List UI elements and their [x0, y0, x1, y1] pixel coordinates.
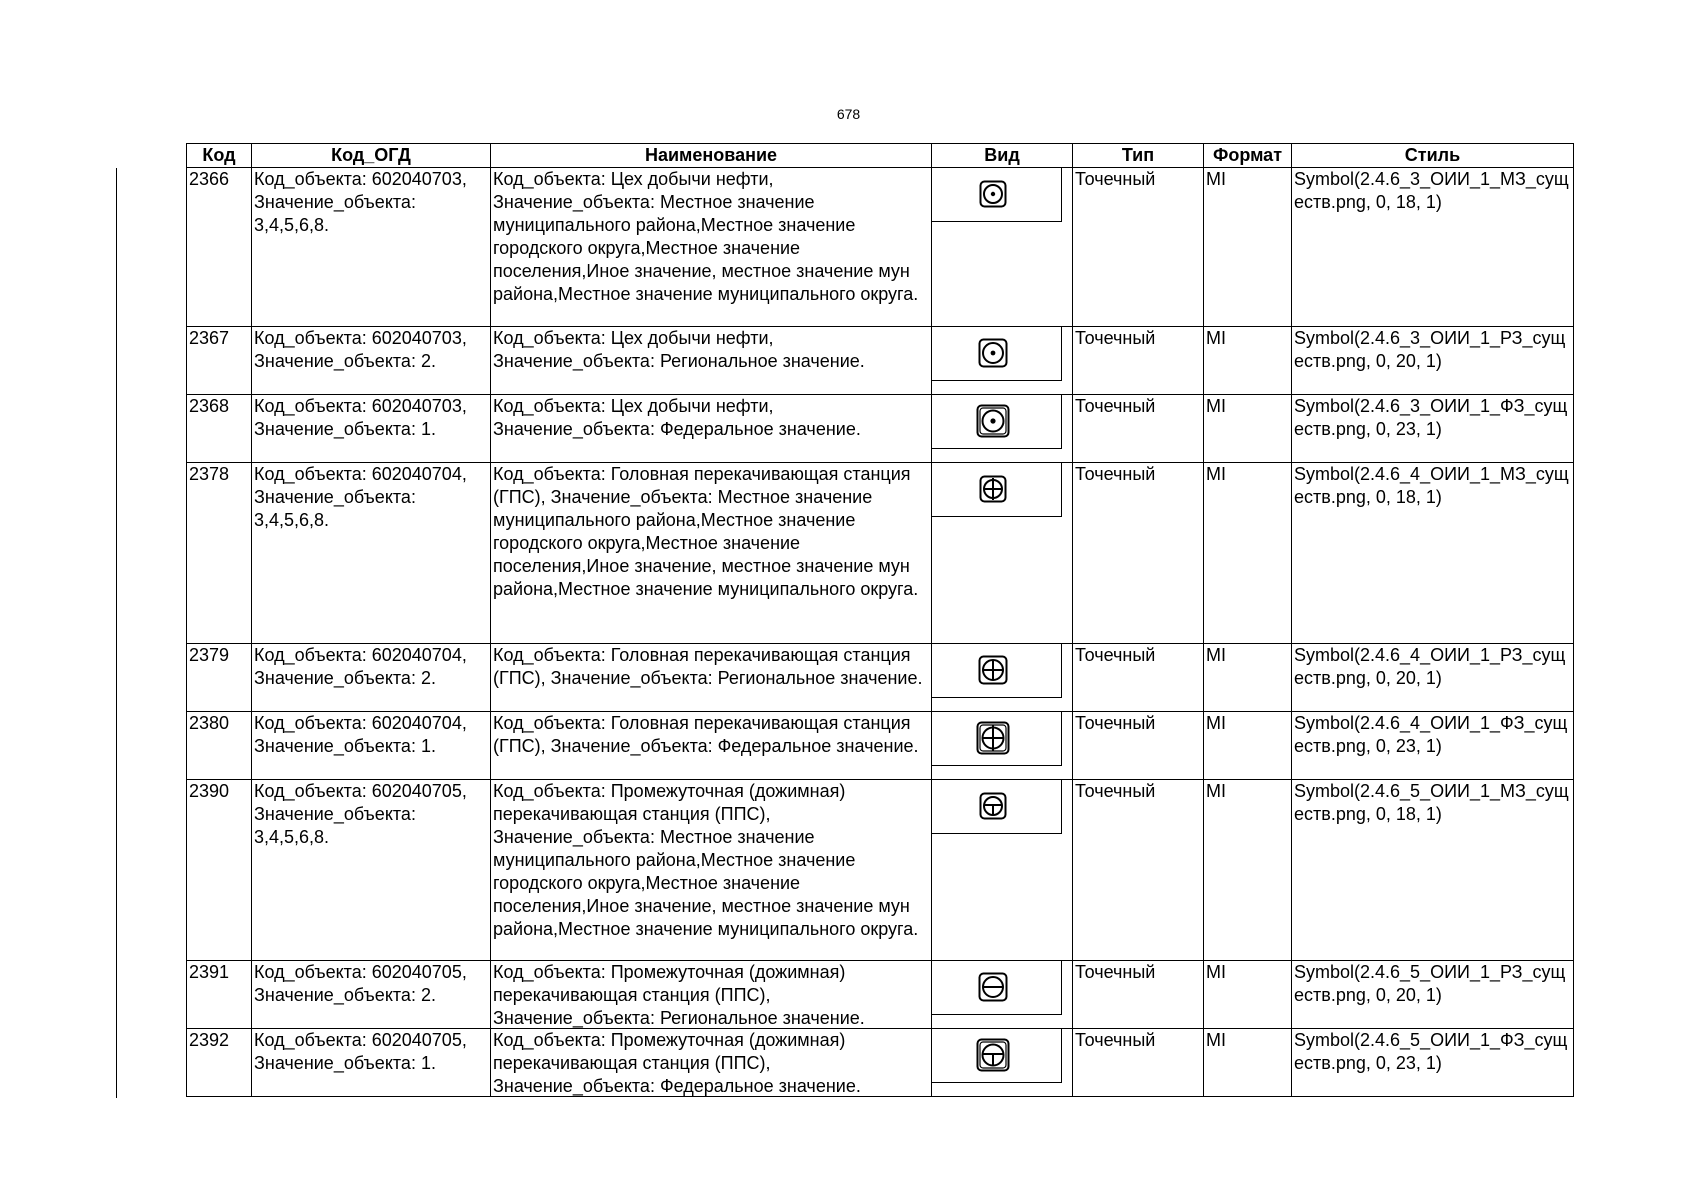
cell-format: MI: [1204, 780, 1292, 961]
cell-name: [491, 780, 932, 961]
table-row: [187, 644, 1574, 712]
header-name: Наименование: [491, 144, 932, 168]
symbol-frame: [932, 961, 1062, 1015]
table-row: [187, 1029, 1574, 1097]
cell-name-text: Код_объекта: Промежуточная (дожимная) перекачивающая станция (ППС), Значение_объекта: Региональное значение.: [493, 962, 865, 1028]
symbol-frame: [932, 395, 1062, 449]
circle-cross-icon: [978, 655, 1008, 685]
cell-kod: 2368: [187, 395, 252, 463]
cell-kod: 2380: [187, 712, 252, 780]
cell-vid: [932, 327, 1073, 395]
cell-tip: Точечный: [1073, 712, 1204, 780]
cell-style: Symbol(2.4.6_4_ОИИ_1_МЗ_существ.png, 0, 18, 1): [1292, 463, 1574, 644]
cell-name-text: Код_объекта: Промежуточная (дожимная) перекачивающая станция (ППС), Значение_объекта: Федеральное значение.: [493, 1030, 861, 1096]
circle-dot-icon: [979, 180, 1007, 208]
header-kod: Код: [187, 144, 252, 168]
cell-tip: Точечный: [1073, 463, 1204, 644]
symbol-frame: [932, 327, 1062, 381]
header-vid: Вид: [932, 144, 1073, 168]
cell-kod: 2392: [187, 1029, 252, 1097]
table-row: [187, 395, 1574, 463]
cell-name: [491, 961, 932, 1029]
cell-format: MI: [1204, 463, 1292, 644]
cell-kod: 2366: [187, 168, 252, 327]
table-row: [187, 327, 1574, 395]
cell-style: Symbol(2.4.6_3_ОИИ_1_ФЗ_существ.png, 0, 23, 1): [1292, 395, 1574, 463]
cell-tip: Точечный: [1073, 1029, 1204, 1097]
cell-name-text: Код_объекта: Цех добычи нефти, Значение_объекта: Местное значение муниципального района,Местное значение городского округа,Местное значение поселения,Иное значение, местное значение мун района,Местное значение муниципального округа.: [493, 169, 919, 304]
header-style: Стиль: [1292, 144, 1574, 168]
cell-name: [491, 644, 932, 712]
symbol-frame: [932, 644, 1062, 698]
circle-cross-icon: [979, 475, 1007, 503]
cell-kod-ogd: Код_объекта: 602040703, Значение_объекта: 1.: [252, 395, 491, 463]
cell-style: Symbol(2.4.6_4_ОИИ_1_ФЗ_существ.png, 0, 23, 1): [1292, 712, 1574, 780]
cell-name: [491, 168, 932, 327]
cell-tip: Точечный: [1073, 644, 1204, 712]
circle-bar-icon: [976, 1038, 1010, 1072]
cell-vid: [932, 961, 1073, 1029]
cell-style: Symbol(2.4.6_5_ОИИ_1_ФЗ_существ.png, 0, 23, 1): [1292, 1029, 1574, 1097]
cell-tip: Точечный: [1073, 168, 1204, 327]
cell-kod-ogd: Код_объекта: 602040704, Значение_объекта: 2.: [252, 644, 491, 712]
cell-format: MI: [1204, 961, 1292, 1029]
cell-name-text: Код_объекта: Головная перекачивающая станция (ГПС), Значение_объекта: Местное значение муниципального района,Местное значение городского округа,Местное значение поселения,Иное значение, местное значение мун района,Местное значение муниципального округа.: [493, 464, 919, 599]
table-row: [187, 168, 1574, 327]
cell-name: Код_объекта: Цех добычи нефти, Значение_объекта: Региональное значение.: [491, 327, 932, 395]
cell-vid: [932, 712, 1073, 780]
circle-bar-icon: [978, 972, 1008, 1002]
cell-tip: Точечный: [1073, 961, 1204, 1029]
cell-tip: Точечный: [1073, 327, 1204, 395]
cell-kod: 2367: [187, 327, 252, 395]
cell-style: Symbol(2.4.6_3_ОИИ_1_РЗ_существ.png, 0, 20, 1): [1292, 327, 1574, 395]
cell-kod-ogd: Код_объекта: 602040704, Значение_объекта: 1.: [252, 712, 491, 780]
cell-vid: [932, 395, 1073, 463]
cell-vid: [932, 463, 1073, 644]
cell-vid: [932, 168, 1073, 327]
symbol-frame: [932, 712, 1062, 766]
cell-kod: 2378: [187, 463, 252, 644]
cell-kod-ogd: Код_объекта: 602040705, Значение_объекта: 1.: [252, 1029, 491, 1097]
header-tip: Тип: [1073, 144, 1204, 168]
cell-format: MI: [1204, 712, 1292, 780]
table-row: [187, 463, 1574, 644]
symbols-table: [186, 143, 1574, 1097]
cell-kod-ogd: Код_объекта: 602040703, Значение_объекта: 2.: [252, 327, 491, 395]
table-header-row: [187, 144, 1574, 168]
cell-style: Symbol(2.4.6_5_ОИИ_1_РЗ_существ.png, 0, 20, 1): [1292, 961, 1574, 1029]
cell-name: Код_объекта: Цех добычи нефти, Значение_объекта: Федеральное значение.: [491, 395, 932, 463]
cell-format: MI: [1204, 168, 1292, 327]
cell-vid: [932, 644, 1073, 712]
cell-format: MI: [1204, 1029, 1292, 1097]
circle-dot-icon: [978, 338, 1008, 368]
symbol-frame: [932, 1029, 1062, 1083]
cell-vid: [932, 780, 1073, 961]
cell-name: [491, 1029, 932, 1097]
header-kod-ogd: Код_ОГД: [252, 144, 491, 168]
cell-kod: 2379: [187, 644, 252, 712]
symbol-frame: [932, 168, 1062, 222]
cell-kod: 2390: [187, 780, 252, 961]
cell-format: MI: [1204, 644, 1292, 712]
cell-style: Symbol(2.4.6_4_ОИИ_1_РЗ_существ.png, 0, 20, 1): [1292, 644, 1574, 712]
cell-kod: 2391: [187, 961, 252, 1029]
cell-style: Symbol(2.4.6_5_ОИИ_1_МЗ_существ.png, 0, 18, 1): [1292, 780, 1574, 961]
cell-name-text: Код_объекта: Головная перекачивающая станция (ГПС), Значение_объекта: Федеральное значение.: [493, 713, 919, 756]
symbol-frame: [932, 463, 1062, 517]
cell-name: [491, 712, 932, 780]
cell-name: [491, 463, 932, 644]
circle-cross-icon: [976, 721, 1010, 755]
cell-vid: [932, 1029, 1073, 1097]
page-number: 678: [836, 106, 861, 122]
cell-style: Symbol(2.4.6_3_ОИИ_1_МЗ_существ.png, 0, 18, 1): [1292, 168, 1574, 327]
cell-tip: Точечный: [1073, 395, 1204, 463]
cell-kod-ogd: Код_объекта: 602040704, Значение_объекта: 3,4,5,6,8.: [252, 463, 491, 644]
circle-dot-icon: [976, 404, 1010, 438]
header-format: Формат: [1204, 144, 1292, 168]
cell-kod-ogd: Код_объекта: 602040705, Значение_объекта: 3,4,5,6,8.: [252, 780, 491, 961]
table-row: [187, 961, 1574, 1029]
cell-format: MI: [1204, 395, 1292, 463]
cell-tip: Точечный: [1073, 780, 1204, 961]
margin-rule: [116, 168, 117, 1098]
symbol-frame: [932, 780, 1062, 834]
cell-kod-ogd: Код_объекта: 602040705, Значение_объекта: 2.: [252, 961, 491, 1029]
circle-bar-icon: [979, 792, 1007, 820]
cell-name-text: Код_объекта: Головная перекачивающая станция (ГПС), Значение_объекта: Региональное значение.: [493, 645, 923, 688]
table-row: [187, 712, 1574, 780]
table-row: [187, 780, 1574, 961]
cell-kod-ogd: Код_объекта: 602040703, Значение_объекта: 3,4,5,6,8.: [252, 168, 491, 327]
cell-name-text: Код_объекта: Промежуточная (дожимная) перекачивающая станция (ППС), Значение_объекта: Местное значение муниципального района,Местное значение городского округа,Местное значение поселения,Иное значение, местное значение мун района,Местное значение муниципального округа.: [493, 781, 919, 939]
cell-format: MI: [1204, 327, 1292, 395]
